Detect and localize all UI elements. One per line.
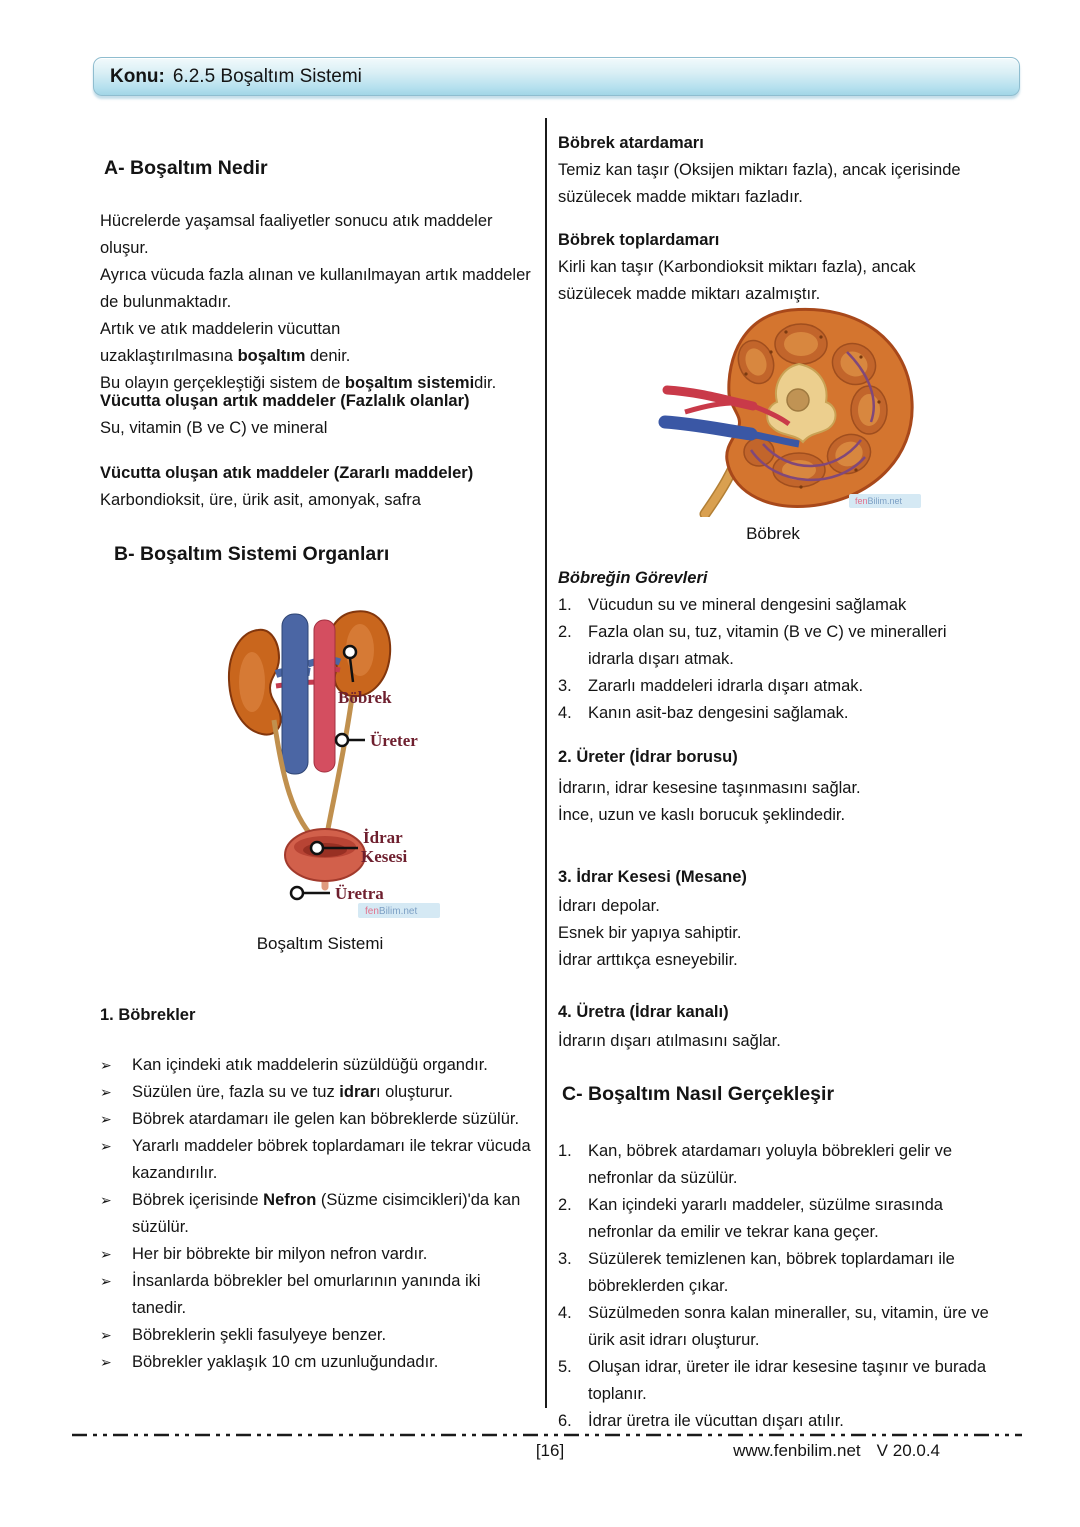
item-number: 3. — [558, 1250, 572, 1268]
text-line: İnce, uzun ve kaslı borucuk şeklindedir. — [558, 806, 846, 824]
bullet-text: Süzülen üre, fazla su ve tuz idrarı oluşturur. — [132, 1083, 454, 1101]
watermark-fen: fen — [365, 906, 379, 917]
waste-harmful-block — [100, 460, 535, 514]
bullet-text: Böbrek atardamarı ile gelen kan böbreklerde süzülür. — [132, 1110, 520, 1128]
text-line: İdrarı depolar. — [558, 897, 660, 915]
bullet-text: Yararlı maddeler böbrek toplardamarı ile tekrar vücuda kazandırılır. — [132, 1137, 531, 1182]
waste-excess-text: Su, vitamin (B ve C) ve mineral — [100, 419, 328, 437]
bullet-item — [100, 1241, 535, 1268]
bullet-arrow-icon: ➢ — [100, 1138, 112, 1154]
item-number: 5. — [558, 1358, 572, 1376]
bullet-arrow-icon: ➢ — [100, 1354, 112, 1370]
renal-artery-block — [558, 130, 1020, 211]
ureter-text — [558, 775, 1020, 829]
item-number: 2. — [558, 623, 572, 641]
section-a-heading: A- Boşaltım Nedir — [104, 157, 268, 179]
renal-vein-heading: Böbrek toplardamarı — [558, 231, 720, 249]
item-text: Süzülmeden sonra kalan mineraller, su, vitamin, üre ve ürik asit idrarı oluşturur. — [588, 1304, 989, 1349]
topic-title: 6.2.5 Boşaltım Sistemi — [172, 66, 362, 87]
section-c-heading: C- Boşaltım Nasıl Gerçekleşir — [562, 1083, 835, 1105]
kidneys-bullet-list — [100, 1052, 535, 1376]
kidneys-heading: 1. Böbrekler — [100, 1006, 196, 1024]
watermark-rest: Bilim.net — [378, 906, 418, 917]
watermark-rest: Bilim.net — [867, 496, 903, 506]
paragraph-line: Hücrelerde yaşamsal faaliyetler sonucu atık maddeler oluşur. — [100, 212, 493, 257]
watermark-fen: fen — [855, 496, 868, 506]
label-kidney: Böbrek — [338, 688, 392, 707]
bullet-arrow-icon: ➢ — [100, 1084, 112, 1100]
paragraph-line: Artık ve atık maddelerin vücuttan — [100, 320, 341, 338]
text-line: süzülecek madde miktarı fazladır. — [558, 188, 803, 206]
numbered-item — [558, 1300, 1020, 1354]
item-text: Kanın asit-baz dengesini sağlamak. — [588, 704, 849, 722]
text-line: Esnek bir yapıya sahiptir. — [558, 924, 742, 942]
waste-harmful-heading: Vücutta oluşan atık maddeler (Zararlı maddeler) — [100, 464, 474, 482]
item-number: 4. — [558, 1304, 572, 1322]
bullet-arrow-icon: ➢ — [100, 1192, 112, 1208]
left-kidney-shape — [229, 630, 281, 735]
bladder-block — [558, 864, 1020, 974]
item-text: Vücudun su ve mineral dengesini sağlamak — [588, 596, 907, 614]
bullet-item — [100, 1268, 535, 1322]
numbered-item — [558, 592, 1020, 619]
renal-artery-text — [558, 157, 1020, 211]
paragraph-line: Bu olayın gerçekleştiği sistem de boşaltım sistemidir. — [100, 374, 497, 392]
numbered-item — [558, 1246, 1020, 1300]
paragraph-line: uzaklaştırılmasına boşaltım denir. — [100, 347, 351, 365]
bullet-text: İnsanlarda böbrekler bel omurlarının yanında iki tanedir. — [132, 1272, 481, 1317]
column-divider — [545, 118, 547, 1408]
bullet-item — [100, 1106, 535, 1133]
fenbilim-watermark — [849, 494, 921, 508]
label-ureter: Üreter — [370, 731, 418, 750]
ureter-heading: 2. Üreter (İdrar borusu) — [558, 748, 738, 766]
svg-text:fenBilim.net — [855, 496, 903, 506]
item-number: 4. — [558, 704, 572, 722]
topic-bar — [93, 57, 1020, 96]
urinary-system-illustration — [218, 600, 480, 922]
label-bladder-line1: İdrar — [363, 828, 403, 847]
text-line: İdrar arttıkça esneyebilir. — [558, 951, 738, 969]
numbered-item — [558, 619, 1020, 673]
numbered-item — [558, 1354, 1020, 1408]
bullet-item — [100, 1187, 535, 1241]
item-number: 6. — [558, 1412, 572, 1430]
bullet-text: Böbrek içerisinde Nefron (Süzme cisimcikleri)'da kan süzülür. — [132, 1191, 521, 1236]
footer-site-info — [600, 1437, 940, 1464]
bullet-item — [100, 1133, 535, 1187]
item-text: Fazla olan su, tuz, vitamin (B ve C) ve mineralleri idrarla dışarı atmak. — [588, 623, 947, 668]
item-text: Kan, böbrek atardamarı yoluyla böbrekleri gelir ve nefronlar da süzülür. — [588, 1142, 953, 1187]
kidney-cross-section-illustration — [651, 302, 936, 517]
right-kidney-shape — [329, 611, 390, 696]
text-line: Kirli kan taşır (Karbondioksit miktarı fazla), ancak — [558, 258, 916, 276]
left-column — [100, 130, 535, 1410]
label-bladder-line2: Kesesi — [361, 847, 408, 866]
item-number: 3. — [558, 677, 572, 695]
item-text: Zararlı maddeleri idrarla dışarı atmak. — [588, 677, 864, 695]
bullet-arrow-icon: ➢ — [100, 1327, 112, 1343]
version-label: V 20.0.4 — [876, 1441, 940, 1460]
item-text: Kan içindeki yararlı maddeler, süzülme sırasında nefronlar da emilir ve tekrar kana geçer. — [588, 1196, 943, 1241]
bladder-shape — [285, 829, 365, 887]
waste-excess-block — [100, 388, 535, 442]
page-number: [16] — [535, 1441, 565, 1460]
renal-artery-heading: Böbrek atardamarı — [558, 134, 704, 152]
bullet-text: Böbrekler yaklaşık 10 cm uzunluğundadır. — [132, 1353, 439, 1371]
svg-text:fenBilim.net — [365, 906, 417, 917]
text-line: İdrarın, idrar kesesine taşınmasını sağlar. — [558, 779, 861, 797]
duties-heading: Böbreğin Görevleri — [558, 569, 708, 587]
text-line: süzülecek madde miktarı azalmıştır. — [558, 285, 821, 303]
item-text: Süzülerek temizlenen kan, böbrek toplardamarı ile böbreklerden çıkar. — [588, 1250, 955, 1295]
numbered-item — [558, 673, 1020, 700]
label-urethra: Üretra — [335, 884, 384, 903]
fenbilim-watermark — [358, 903, 440, 918]
vena-cava-vessel — [282, 614, 308, 774]
text-line: İdrarın dışarı atılmasını sağlar. — [558, 1032, 781, 1050]
urinary-figure-caption: Boşaltım Sistemi — [256, 934, 384, 953]
renal-vein-text — [558, 254, 1020, 308]
bullet-text: Böbreklerin şekli fasulyeye benzer. — [132, 1326, 387, 1344]
section-b-heading: B- Boşaltım Sistemi Organları — [114, 543, 390, 565]
topic-label: Konu: — [110, 66, 165, 87]
bladder-text — [558, 893, 1020, 974]
numbered-item — [558, 1138, 1020, 1192]
bullet-arrow-icon: ➢ — [100, 1246, 112, 1262]
bullet-text: Her bir böbrekte bir milyon nefron vardır. — [132, 1245, 428, 1263]
bullet-arrow-icon: ➢ — [100, 1273, 112, 1289]
item-number: 2. — [558, 1196, 572, 1214]
bullet-arrow-icon: ➢ — [100, 1057, 112, 1073]
duties-block — [558, 565, 1020, 727]
right-column — [558, 130, 1020, 1430]
bullet-item — [100, 1079, 535, 1106]
paragraph-line: Ayrıca vücuda fazla alınan ve kullanılmayan artık maddeler de bulunmaktadır. — [100, 266, 531, 311]
aorta-vessel — [314, 620, 335, 772]
urinary-system-figure — [218, 600, 480, 931]
renal-vein-block — [558, 227, 1020, 308]
item-number: 1. — [558, 1142, 572, 1160]
waste-harmful-text: Karbondioksit, üre, ürik asit, amonyak, safra — [100, 491, 421, 509]
item-text: İdrar üretra ile vücuttan dışarı atılır. — [588, 1412, 844, 1430]
urethra-text — [558, 1028, 1020, 1055]
section-c-list — [558, 1138, 1020, 1435]
item-text: Oluşan idrar, üreter ile idrar kesesine taşınır ve burada toplanır. — [588, 1358, 987, 1403]
bullet-arrow-icon: ➢ — [100, 1111, 112, 1127]
item-number: 1. — [558, 596, 572, 614]
ureter-block — [558, 744, 1020, 829]
bladder-heading: 3. İdrar Kesesi (Mesane) — [558, 868, 747, 886]
waste-excess-heading: Vücutta oluşan artık maddeler (Fazlalık olanlar) — [100, 392, 470, 410]
numbered-item — [558, 700, 1020, 727]
site-url: www.fenbilim.net — [733, 1441, 861, 1460]
duties-list — [558, 592, 1020, 727]
section-a-paragraph — [100, 208, 535, 397]
bullet-text: Kan içindeki atık maddelerin süzüldüğü organdır. — [132, 1056, 488, 1074]
bullet-item — [100, 1052, 535, 1079]
urethra-heading: 4. Üretra (İdrar kanalı) — [558, 1003, 729, 1021]
kidney-cross-section-figure — [651, 302, 936, 526]
bullet-item — [100, 1322, 535, 1349]
urethra-block — [558, 999, 1020, 1055]
text-line: Temiz kan taşır (Oksijen miktarı fazla), ancak içerisinde — [558, 161, 961, 179]
bullet-item — [100, 1349, 535, 1376]
kidney-figure-caption: Böbrek — [746, 524, 800, 543]
numbered-item — [558, 1192, 1020, 1246]
